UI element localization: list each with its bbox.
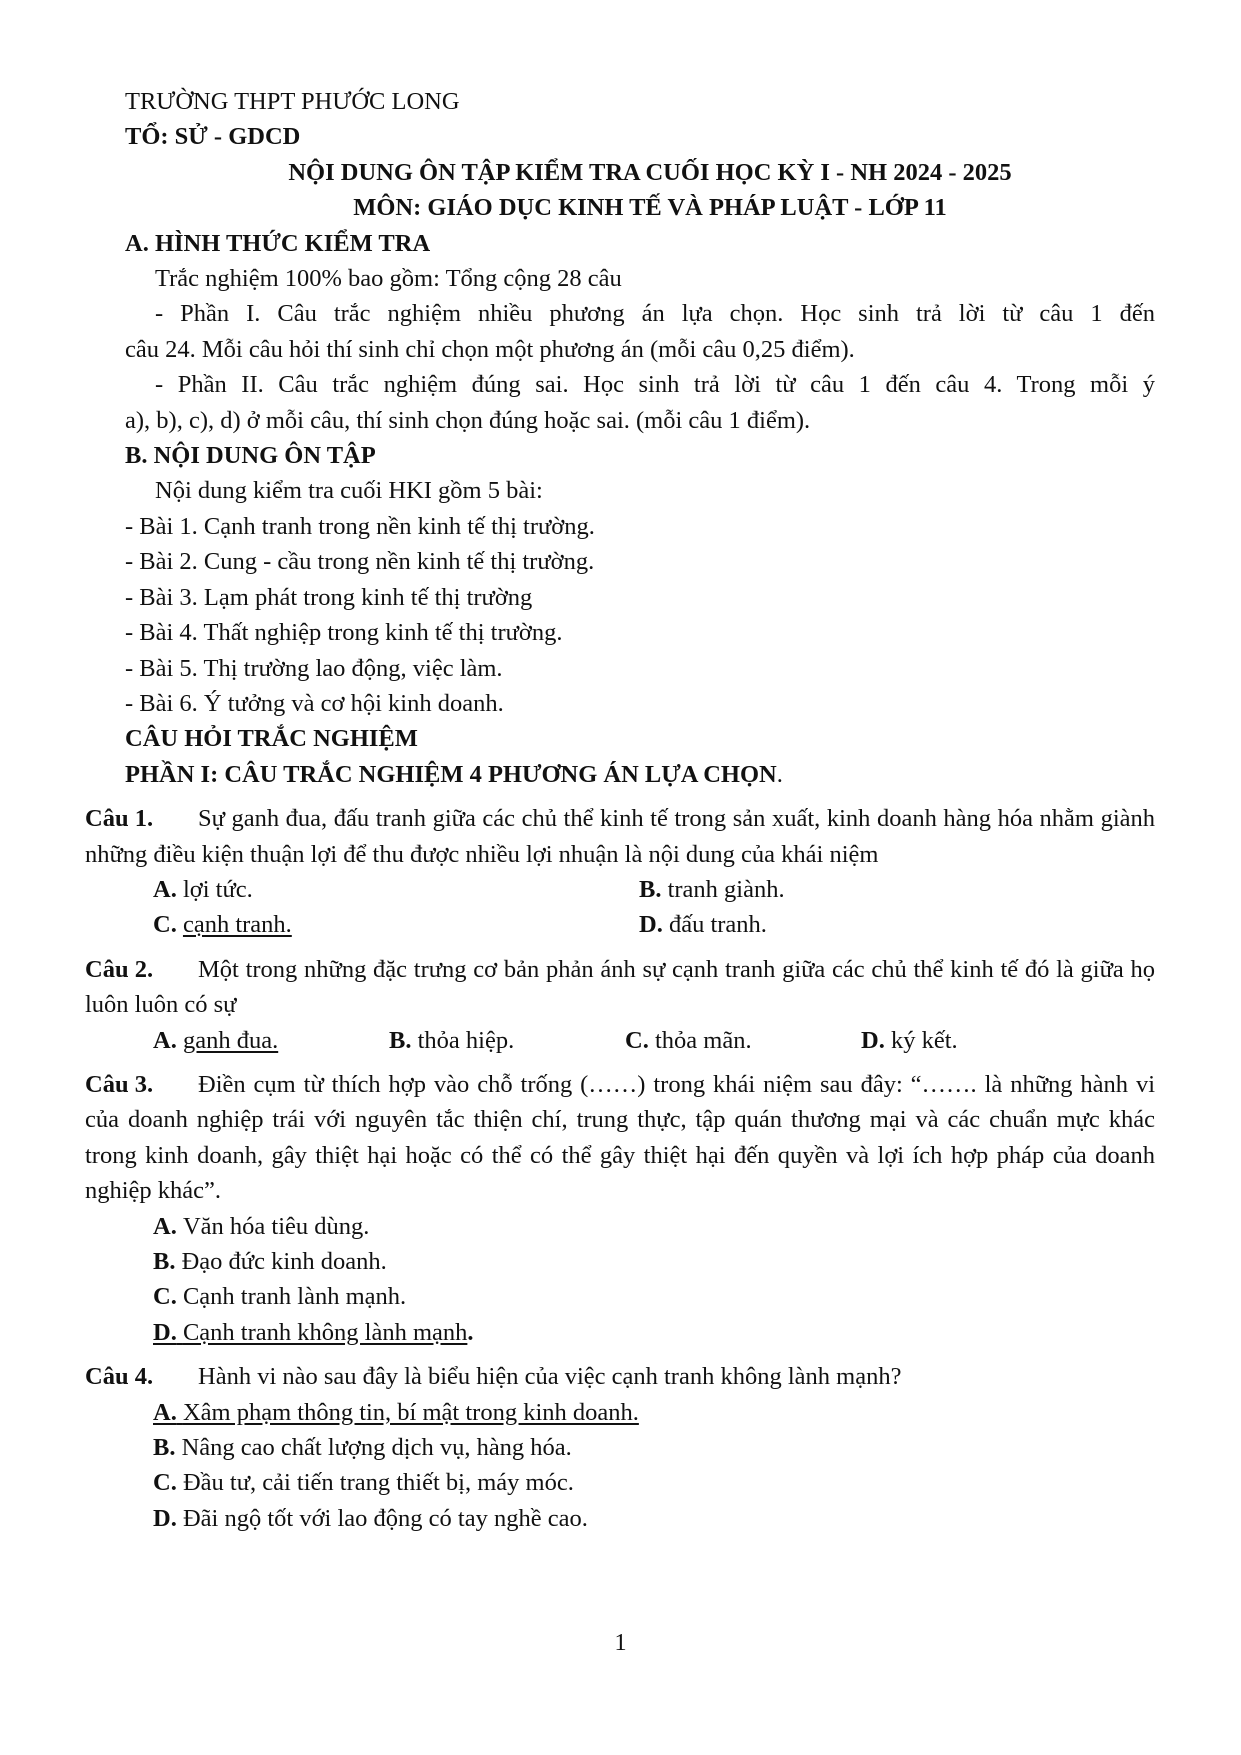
option-a: A. Văn hóa tiêu dùng.	[153, 1212, 370, 1240]
option-b: B. thỏa hiệp.	[389, 1026, 515, 1054]
section-a-intro: Trắc nghiệm 100% bao gồm: Tổng cộng 28 câu	[155, 265, 622, 293]
part2-desc-line1: - Phần II. Câu trắc nghiệm đúng sai. Học sinh trả lời từ câu 1 đến câu 4. Trong mỗi ý	[155, 371, 1155, 399]
question-label: Câu 3.	[85, 1070, 154, 1098]
question-1	[85, 801, 1155, 872]
correct-answer-text: ganh đua.	[182, 1026, 279, 1054]
lesson-item: - Bài 1. Cạnh tranh trong nền kinh tế thị trường.	[125, 512, 595, 540]
question-label: Câu 4.	[85, 1363, 154, 1391]
option-c-correct: C. cạnh tranh.	[153, 911, 292, 939]
part2-desc-line2: a), b), c), d) ở mỗi câu, thí sinh chọn đúng hoặc sai. (mỗi câu 1 điểm).	[125, 406, 811, 434]
school-name: TRƯỜNG THPT PHƯỚC LONG	[125, 88, 460, 115]
correct-answer-text: cạnh tranh.	[182, 911, 292, 939]
part1-heading	[125, 757, 1155, 792]
option-b: B. Nâng cao chất lượng dịch vụ, hàng hóa.	[153, 1434, 572, 1462]
section-a-heading: A. HÌNH THỨC KIỂM TRA	[125, 229, 431, 257]
section-b-intro: Nội dung kiểm tra cuối HKI gồm 5 bài:	[155, 477, 543, 505]
lesson-item: - Bài 5. Thị trường lao động, việc làm.	[125, 654, 503, 682]
option-a: A. lợi tức.	[153, 875, 253, 903]
option-a-correct: A. ganh đua.	[153, 1026, 279, 1054]
question-2	[85, 952, 1155, 1023]
quiz-heading: CÂU HỎI TRẮC NGHIỆM	[125, 725, 418, 753]
lesson-item: - Bài 2. Cung - cầu trong nền kinh tế thị trường.	[125, 548, 595, 576]
option-b: B. tranh giành.	[639, 875, 785, 903]
question-label: Câu 2.	[85, 955, 154, 983]
option-d-correct: D. Cạnh tranh không lành mạnh .	[153, 1318, 474, 1346]
page-number: 1	[614, 1629, 627, 1656]
section-b-heading: B. NỘI DUNG ÔN TẬP	[125, 442, 376, 470]
part1-heading-text: PHẦN I: CÂU TRẮC NGHIỆM 4 PHƯƠNG ÁN LỰA CHỌN	[125, 760, 777, 788]
question-3	[85, 1067, 1155, 1209]
part1-desc-line1: - Phần I. Câu trắc nghiệm nhiều phương án lựa chọn. Học sinh trả lời từ câu 1 đến	[155, 300, 1155, 328]
option-d: D. đấu tranh.	[639, 911, 767, 939]
question-text: Một trong những đặc trưng cơ bản phản ánh sự cạnh tranh giữa các chủ thể kinh tế đó là giữa họ luôn luôn có sự	[85, 955, 1155, 1019]
part1-desc-line2: câu 24. Mỗi câu hỏi thí sinh chỉ chọn một phương án (mỗi câu 0,25 điểm).	[125, 335, 855, 363]
option-d: D. ký kết.	[861, 1026, 958, 1054]
option-c: C. Đầu tư, cải tiến trang thiết bị, máy móc.	[153, 1469, 574, 1497]
question-2-options-row	[85, 1023, 1155, 1058]
question-text: Hành vi nào sau đây là biểu hiện của việc cạnh tranh không lành mạnh?	[198, 1363, 902, 1391]
question-text: Điền cụm từ thích hợp vào chỗ trống (……) trong khái niệm sau đây: “……. là những hành vi của doanh nghiệp trái với nguyên tắc thiện chí, trung thực, tập quán thương mại và các chuẩn mực khác trong kinh doanh, gây thiệt hại hoặc có thể có thể gây thiệt hại đến quyền và lợi ích hợp pháp của doanh nghiệp khác”.	[85, 1070, 1155, 1205]
part1-heading-period: .	[776, 760, 783, 788]
option-b: B. Đạo đức kinh doanh.	[153, 1248, 387, 1275]
question-text: Sự ganh đua, đấu tranh giữa các chủ thể kinh tế trong sản xuất, kinh doanh hàng hóa nhằm giành những điều kiện thuận lợi để thu được nhiều lợi nhuận là nội dung của khái niệm	[85, 805, 1155, 868]
correct-answer-text: Xâm phạm thông tin, bí mật trong kinh doanh.	[182, 1398, 639, 1426]
option-c: C. thỏa mãn.	[625, 1026, 752, 1054]
question-1-options-row	[85, 907, 1155, 942]
document-subtitle: MÔN: GIÁO DỤC KINH TẾ VÀ PHÁP LUẬT - LỚP 11	[353, 194, 947, 222]
question-list	[85, 801, 1155, 1536]
lesson-item: - Bài 3. Lạm phát trong kinh tế thị trường	[125, 583, 533, 611]
lesson-item: - Bài 4. Thất nghiệp trong kinh tế thị trường.	[125, 619, 563, 647]
department-name: TỔ: SỬ - GDCD	[125, 123, 301, 151]
option-c: C. Cạnh tranh lành mạnh.	[153, 1283, 407, 1311]
option-d: D. Đãi ngộ tốt với lao động có tay nghề cao.	[153, 1504, 588, 1532]
option-a-correct: A. Xâm phạm thông tin, bí mật trong kinh doanh.	[153, 1398, 639, 1426]
question-1-options-row	[85, 872, 1155, 907]
document-title: NỘI DUNG ÔN TẬP KIỂM TRA CUỐI HỌC KỲ I - NH 2024 - 2025	[288, 158, 1012, 186]
question-4	[85, 1359, 1155, 1394]
question-label: Câu 1.	[85, 805, 154, 833]
correct-answer-text: Cạnh tranh không lành mạnh	[182, 1318, 468, 1346]
lesson-item: - Bài 6. Ý tưởng và cơ hội kinh doanh.	[125, 689, 504, 717]
